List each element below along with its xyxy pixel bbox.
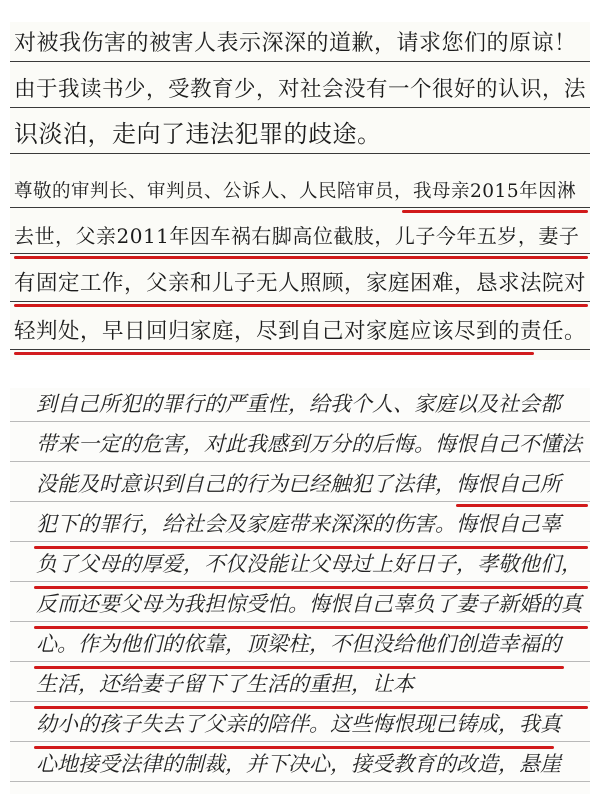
text-line <box>10 114 590 154</box>
text-line <box>10 708 590 742</box>
text-line <box>10 68 590 108</box>
line-text: 反而还要父母为我担惊受怕。悔恨自己辜负了妻子新婚的真 <box>36 592 582 616</box>
line-text: 对被我伤害的被害人表示深深的道歉，请求您们的原谅！ <box>14 31 577 56</box>
text-line <box>10 628 590 662</box>
text-line <box>10 388 590 422</box>
text-line <box>10 548 590 582</box>
red-underline <box>34 666 564 669</box>
red-underline <box>34 586 588 589</box>
line-text: 尊敬的审判长、审判员、公诉人、人民陪审员，我母亲2015年因淋 <box>14 181 577 202</box>
line-text: 幼小的孩子失去了父亲的陪伴。这些悔恨现已铸成，我真 <box>36 712 561 736</box>
text-line <box>10 508 590 542</box>
text-line <box>10 22 590 62</box>
line-text: 生活，还给妻子留下了生活的重担，让本 <box>36 672 414 696</box>
line-text: 心地接受法律的制裁，并下决心，接受教育的改造，悬崖 <box>36 752 561 776</box>
line-text: 识淡泊，走向了违法犯罪的歧途。 <box>14 120 382 148</box>
text-line <box>10 310 590 350</box>
page-gap <box>0 360 600 388</box>
line-text: 犯下的罪行，给社会及家庭带来深深的伤害。悔恨自己辜 <box>36 512 561 536</box>
text-line <box>10 262 590 302</box>
red-underline <box>456 504 588 507</box>
line-text: 去世，父亲2011年因车祸右脚高位截肢，儿子今年五岁，妻子 <box>14 224 580 248</box>
line-text: 负了父母的厚爱，不仅没能让父母过上好日子，孝敬他们， <box>36 552 582 576</box>
red-underline <box>14 256 588 259</box>
line-text: 到自己所犯的罪行的严重性，给我个人、家庭以及社会都 <box>36 392 561 416</box>
line-text: 心。作为他们的依靠，顶梁柱，不但没给他们创造幸福的 <box>36 632 561 656</box>
handwritten-letter-page <box>10 388 590 794</box>
text-line <box>10 428 590 462</box>
line-text: 有固定工作，父亲和儿子无人照顾，家庭困难，恳求法院对 <box>14 271 587 296</box>
text-line <box>10 214 590 254</box>
text-line <box>10 588 590 622</box>
red-underline <box>34 746 554 749</box>
red-underline <box>14 352 534 355</box>
red-underline <box>34 626 588 629</box>
red-underline <box>14 304 588 307</box>
text-line <box>10 468 590 502</box>
red-underline <box>34 706 588 709</box>
text-line <box>10 748 590 782</box>
text-line <box>10 668 590 702</box>
red-underline <box>34 546 588 549</box>
top-document-page <box>10 22 590 360</box>
line-text: 轻判处，早日回归家庭，尽到自己对家庭应该尽到的责任。 <box>14 319 587 344</box>
text-line <box>10 168 590 208</box>
red-underline <box>402 210 588 213</box>
line-text: 由于我读书少，受教育少，对社会没有一个很好的认识，法 <box>14 77 587 102</box>
line-text: 没能及时意识到自己的行为已经触犯了法律，悔恨自己所 <box>36 472 561 496</box>
line-text: 带来一定的危害，对此我感到万分的后悔。悔恨自己不懂法 <box>36 432 582 456</box>
